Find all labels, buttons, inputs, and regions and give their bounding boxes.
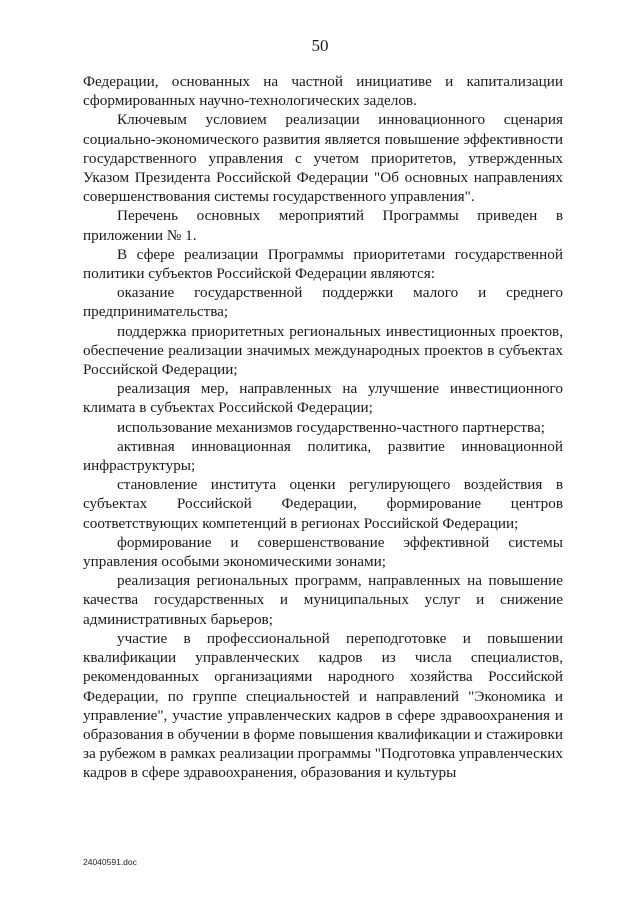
paragraph-2: Ключевым условием реализации инновационного сценария социально-экономического развития является повышение эффективности государственного управления с учетом приоритетов, утвержденных Указом Президента Российской Федерации "Об основных направлениях совершенствования системы государственного управления". bbox=[83, 111, 563, 206]
list-item-5: активная инновационная политика, развитие инновационной инфраструктуры; bbox=[83, 437, 563, 475]
list-item-9: участие в профессиональной переподготовке и повышении квалификации управленческих кадров из числа специалистов, рекомендованных организациями народного хозяйства Российской Федерации, по группе специальностей и направлений "Экономика и управление", участие управленческих кадров в сфере здравоохранения и образования в обучении в форме повышения квалификации и стажировки за рубежом в рамках реализации программы "Подготовка управленческих кадров в сфере здравоохранения, образования и культуры bbox=[83, 629, 563, 782]
list-item-2: поддержка приоритетных региональных инвестиционных проектов, обеспечение реализации значимых международных проектов в субъектах Российской Федерации; bbox=[83, 322, 563, 379]
paragraph-1: Федерации, основанных на частной инициативе и капитализации сформированных научно-технологических заделов. bbox=[83, 73, 563, 110]
list-item-3: реализация мер, направленных на улучшение инвестиционного климата в субъектах Российской Федерации; bbox=[83, 380, 563, 417]
file-name-footer: 24040591.doc bbox=[83, 857, 137, 867]
list-item-6: становление института оценки регулирующего воздействия в субъектах Российской Федерации, формирование центров соответствующих компетенций в регионах Российской Федерации; bbox=[83, 476, 563, 532]
list-item-4: использование механизмов государственно-частного партнерства; bbox=[117, 418, 545, 436]
page-number: 50 bbox=[311, 36, 329, 55]
document-body bbox=[83, 72, 563, 783]
list-item-7: формирование и совершенствование эффективной системы управления особыми экономическими зонами; bbox=[83, 533, 563, 571]
list-item-1: оказание государственной поддержки малого и среднего предпринимательства; bbox=[83, 284, 563, 321]
paragraph-3: Перечень основных мероприятий Программы приведен в приложении № 1. bbox=[83, 207, 563, 244]
paragraph-4: В сфере реализации Программы приоритетами государственной политики субъектов Российской Федерации являются: bbox=[83, 245, 563, 283]
list-item-8: реализация региональных программ, направленных на повышение качества государственных и муниципальных услуг и снижение административных барьеров; bbox=[83, 572, 563, 628]
